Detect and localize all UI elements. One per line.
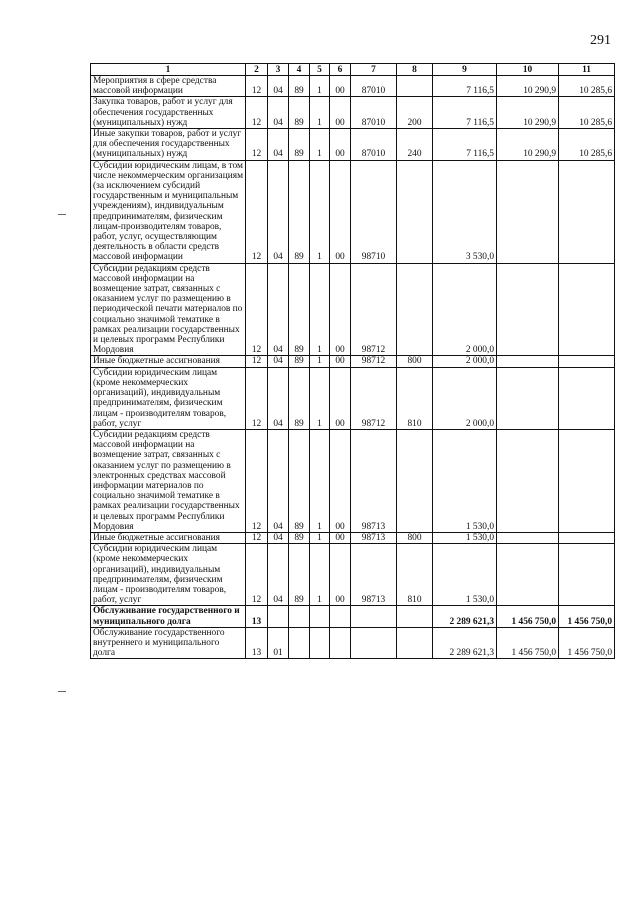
table-cell-col-8 <box>397 76 433 97</box>
table-cell-col-6: 00 <box>330 544 351 606</box>
table-cell-col-11 <box>559 429 615 532</box>
table-cell-col-2: 12 <box>246 429 268 532</box>
table-cell-col-7: 87010 <box>351 129 397 161</box>
table-cell-col-4: 89 <box>289 356 310 367</box>
table-cell-col-8 <box>397 160 433 263</box>
column-header-10: 10 <box>497 64 559 76</box>
table-cell-col-9: 2 000,0 <box>433 356 497 367</box>
table-cell-col-11 <box>559 544 615 606</box>
table-cell-col-2: 12 <box>246 76 268 97</box>
page-number: 291 <box>590 33 611 48</box>
table-row <box>91 129 615 161</box>
table-cell-col-6 <box>330 627 351 659</box>
table-row <box>91 627 615 659</box>
table-cell-col-8: 810 <box>397 367 433 429</box>
table-cell-col-7: 87010 <box>351 76 397 97</box>
row-name-cell: Субсидии юридическим лицам, в том числе некоммерческим организациям (за исключением субсидий государственным и муниципальным учреждениям), индивидуальным предпринимателям, физическим лицам-производителям товаров, работ, услуг, осуществляющим деятельность в области средств массовой информации <box>91 160 246 263</box>
table-header <box>91 64 615 76</box>
column-header-8: 8 <box>397 64 433 76</box>
table-cell-col-10: 1 456 750,0 <box>497 606 559 627</box>
table-cell-col-5: 1 <box>310 160 330 263</box>
margin-mark <box>58 691 66 692</box>
table-cell-col-11 <box>559 263 615 356</box>
table-cell-col-3 <box>268 606 289 627</box>
table-cell-col-10: 10 290,9 <box>497 76 559 97</box>
table-cell-col-7 <box>351 627 397 659</box>
row-name-cell: Субсидии редакциям средств массовой информации на возмещение затрат, связанных с оказанием услуг по размещению в периодической печати материалов по социально значимой тематике в рамках реализации государственных и целевых программ Республики Мордовия <box>91 263 246 356</box>
table-cell-col-9: 7 116,5 <box>433 97 497 129</box>
table-cell-col-6 <box>330 606 351 627</box>
table-row <box>91 429 615 532</box>
table-cell-col-8: 810 <box>397 544 433 606</box>
table-cell-col-5: 1 <box>310 367 330 429</box>
table-cell-col-11: 10 285,6 <box>559 76 615 97</box>
table-cell-col-5: 1 <box>310 97 330 129</box>
table-row <box>91 160 615 263</box>
table-cell-col-7: 98713 <box>351 532 397 543</box>
column-header-6: 6 <box>330 64 351 76</box>
table-cell-col-11: 1 456 750,0 <box>559 606 615 627</box>
table-row <box>91 356 615 367</box>
table-row <box>91 532 615 543</box>
column-header-9: 9 <box>433 64 497 76</box>
table-cell-col-4: 89 <box>289 429 310 532</box>
table-cell-col-9: 1 530,0 <box>433 429 497 532</box>
table-cell-col-2: 12 <box>246 356 268 367</box>
table-cell-col-5 <box>310 627 330 659</box>
table-cell-col-10 <box>497 532 559 543</box>
row-name-cell: Субсидии юридическим лицам (кроме некоммерческих организаций), индивидуальным предпринимателям, физическим лицам - производителям товаров, работ, услуг <box>91 544 246 606</box>
column-header-4: 4 <box>289 64 310 76</box>
row-name-cell: Мероприятия в сфере средства массовой информации <box>91 76 246 97</box>
table-cell-col-6: 00 <box>330 532 351 543</box>
table-cell-col-4: 89 <box>289 160 310 263</box>
table-cell-col-7: 98710 <box>351 160 397 263</box>
header-row <box>91 64 615 76</box>
table-cell-col-7 <box>351 606 397 627</box>
table-cell-col-8 <box>397 429 433 532</box>
table-cell-col-10: 10 290,9 <box>497 129 559 161</box>
table-cell-col-6: 00 <box>330 76 351 97</box>
table-cell-col-5: 1 <box>310 532 330 543</box>
table-cell-col-4 <box>289 627 310 659</box>
table-body <box>91 76 615 659</box>
table-cell-col-8 <box>397 263 433 356</box>
table-cell-col-10 <box>497 429 559 532</box>
table-cell-col-10: 10 290,9 <box>497 97 559 129</box>
table-cell-col-8: 200 <box>397 97 433 129</box>
table-cell-col-9: 1 530,0 <box>433 532 497 543</box>
column-header-11: 11 <box>559 64 615 76</box>
table-cell-col-6: 00 <box>330 97 351 129</box>
table-cell-col-10 <box>497 160 559 263</box>
table-cell-col-10 <box>497 356 559 367</box>
table-cell-col-6: 00 <box>330 160 351 263</box>
column-header-7: 7 <box>351 64 397 76</box>
table-cell-col-9: 3 530,0 <box>433 160 497 263</box>
margin-mark <box>58 214 66 215</box>
table-cell-col-9: 2 000,0 <box>433 263 497 356</box>
table-cell-col-2: 12 <box>246 129 268 161</box>
table-cell-col-3: 04 <box>268 532 289 543</box>
table-cell-col-3: 04 <box>268 160 289 263</box>
table-cell-col-5: 1 <box>310 356 330 367</box>
table-cell-col-4: 89 <box>289 263 310 356</box>
table-cell-col-6: 00 <box>330 367 351 429</box>
table-cell-col-7: 87010 <box>351 97 397 129</box>
table-cell-col-8 <box>397 627 433 659</box>
table-cell-col-3: 04 <box>268 263 289 356</box>
table-cell-col-9: 7 116,5 <box>433 76 497 97</box>
table-cell-col-11: 10 285,6 <box>559 97 615 129</box>
table-cell-col-4: 89 <box>289 76 310 97</box>
table-cell-col-8: 240 <box>397 129 433 161</box>
table-cell-col-7: 98712 <box>351 356 397 367</box>
table-cell-col-5: 1 <box>310 76 330 97</box>
table-cell-col-3: 04 <box>268 429 289 532</box>
table-cell-col-11 <box>559 532 615 543</box>
column-header-1: 1 <box>91 64 246 76</box>
table-cell-col-2: 12 <box>246 263 268 356</box>
table-cell-col-11 <box>559 356 615 367</box>
table-cell-col-9: 7 116,5 <box>433 129 497 161</box>
table-cell-col-5: 1 <box>310 544 330 606</box>
table-cell-col-3: 04 <box>268 544 289 606</box>
table-cell-col-5: 1 <box>310 263 330 356</box>
table-cell-col-7: 98712 <box>351 263 397 356</box>
table-cell-col-10 <box>497 367 559 429</box>
table-cell-col-3: 04 <box>268 129 289 161</box>
table-cell-col-3: 01 <box>268 627 289 659</box>
row-name-cell: Закупка товаров, работ и услуг для обеспечения государственных (муниципальных) нужд <box>91 97 246 129</box>
table-row <box>91 544 615 606</box>
table-cell-col-8: 800 <box>397 356 433 367</box>
table-cell-col-6: 00 <box>330 129 351 161</box>
table-row <box>91 367 615 429</box>
row-name-cell: Обслуживание государственного внутреннего и муниципального долга <box>91 627 246 659</box>
table-cell-col-8 <box>397 606 433 627</box>
table-cell-col-9: 2 289 621,3 <box>433 606 497 627</box>
table-cell-col-3: 04 <box>268 97 289 129</box>
row-name-cell: Обслуживание государственного и муниципального долга <box>91 606 246 627</box>
row-name-cell: Субсидии редакциям средств массовой информации на возмещение затрат, связанных с оказанием услуг по размещению в электронных средствах массовой информации материалов по социально значимой тематике в рамках реализации государственных и целевых программ Республики Мордовия <box>91 429 246 532</box>
table-row <box>91 263 615 356</box>
table-cell-col-10 <box>497 263 559 356</box>
table-cell-col-2: 12 <box>246 544 268 606</box>
row-name-cell: Иные бюджетные ассигнования <box>91 532 246 543</box>
table-cell-col-10: 1 456 750,0 <box>497 627 559 659</box>
table-cell-col-6: 00 <box>330 263 351 356</box>
table-cell-col-5: 1 <box>310 429 330 532</box>
row-name-cell: Иные закупки товаров, работ и услуг для обеспечения государственных (муниципальных) нужд <box>91 129 246 161</box>
table-cell-col-7: 98713 <box>351 429 397 532</box>
table-cell-col-2: 12 <box>246 532 268 543</box>
table-cell-col-8: 800 <box>397 532 433 543</box>
table-cell-col-2: 13 <box>246 627 268 659</box>
table-cell-col-4: 89 <box>289 544 310 606</box>
table-cell-col-10 <box>497 544 559 606</box>
table-cell-col-2: 13 <box>246 606 268 627</box>
table-cell-col-11: 1 456 750,0 <box>559 627 615 659</box>
table-cell-col-5: 1 <box>310 129 330 161</box>
table-cell-col-4: 89 <box>289 367 310 429</box>
table-cell-col-4: 89 <box>289 129 310 161</box>
table-cell-col-4 <box>289 606 310 627</box>
table-cell-col-11 <box>559 367 615 429</box>
table-cell-col-9: 2 000,0 <box>433 367 497 429</box>
table-cell-col-3: 04 <box>268 76 289 97</box>
table-cell-col-5 <box>310 606 330 627</box>
budget-table <box>90 63 615 659</box>
row-name-cell: Иные бюджетные ассигнования <box>91 356 246 367</box>
table-cell-col-6: 00 <box>330 429 351 532</box>
table-cell-col-11: 10 285,6 <box>559 129 615 161</box>
table-cell-col-7: 98712 <box>351 367 397 429</box>
table-cell-col-4: 89 <box>289 532 310 543</box>
table-cell-col-2: 12 <box>246 367 268 429</box>
table-row <box>91 76 615 97</box>
column-header-3: 3 <box>268 64 289 76</box>
table-cell-col-2: 12 <box>246 97 268 129</box>
column-header-5: 5 <box>310 64 330 76</box>
table-row <box>91 97 615 129</box>
table-cell-col-4: 89 <box>289 97 310 129</box>
row-name-cell: Субсидии юридическим лицам (кроме некоммерческих организаций), индивидуальным предпринимателям, физическим лицам - производителям товаров, работ, услуг <box>91 367 246 429</box>
table-cell-col-3: 04 <box>268 356 289 367</box>
column-header-2: 2 <box>246 64 268 76</box>
table-cell-col-3: 04 <box>268 367 289 429</box>
table-cell-col-2: 12 <box>246 160 268 263</box>
table-cell-col-11 <box>559 160 615 263</box>
table-cell-col-6: 00 <box>330 356 351 367</box>
table-cell-col-7: 98713 <box>351 544 397 606</box>
table-cell-col-9: 2 289 621,3 <box>433 627 497 659</box>
table-row <box>91 606 615 627</box>
table-cell-col-9: 1 530,0 <box>433 544 497 606</box>
